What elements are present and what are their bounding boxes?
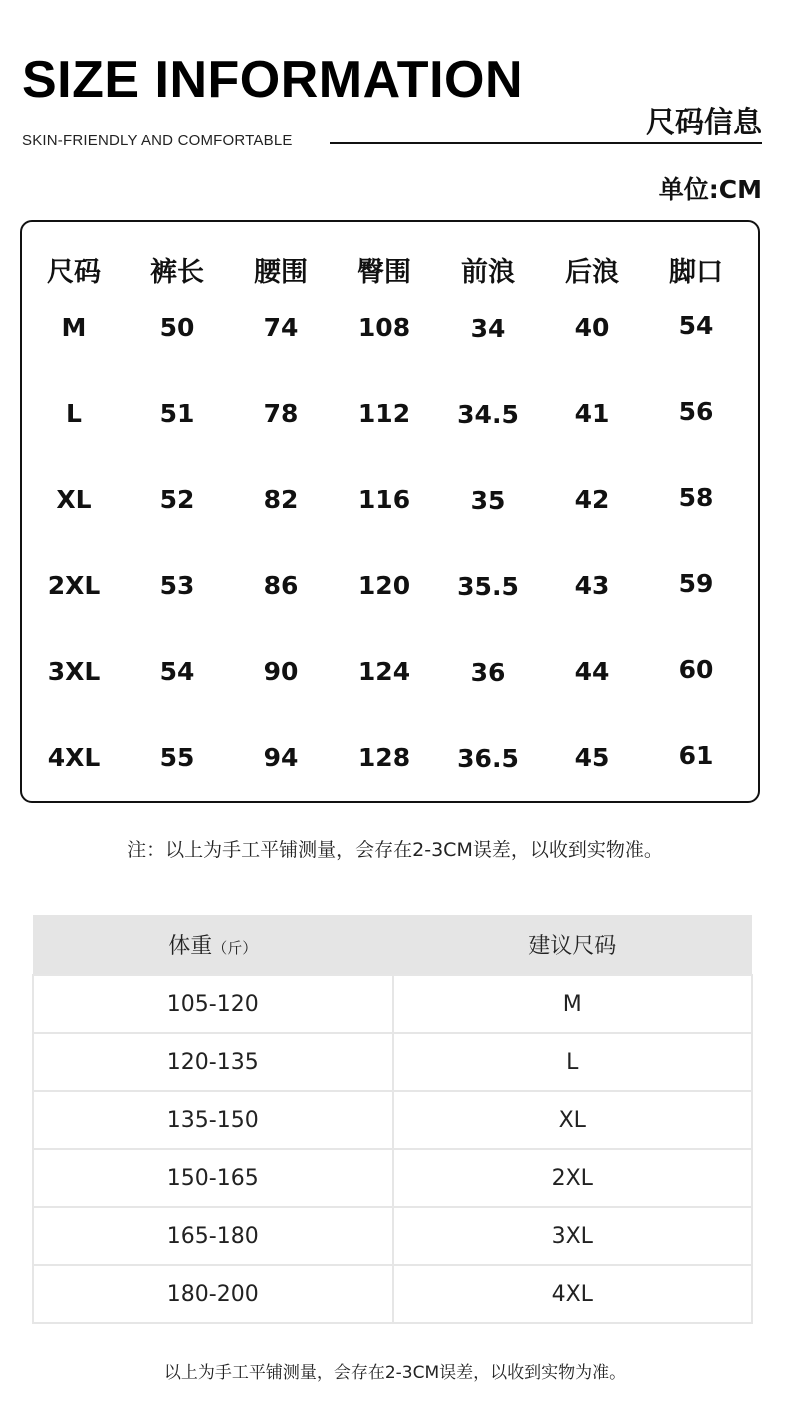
size-cell: XL xyxy=(393,1091,753,1149)
weight-cell: 135-150 xyxy=(33,1091,393,1149)
table-cell: 94 xyxy=(263,743,299,772)
measurement-note: 注：以上为手工平铺测量，会存在2-3CM误差，以收到实物准。 xyxy=(127,839,663,861)
table-cell: 43 xyxy=(574,571,610,600)
weight-unit-label: （斤） xyxy=(212,939,258,957)
table-row xyxy=(33,1033,752,1091)
size-chart xyxy=(20,220,760,803)
weight-column-header xyxy=(33,915,393,975)
table-row xyxy=(33,975,752,1033)
column-header-leg-opening: 脚口 xyxy=(669,257,723,288)
table-cell: 60 xyxy=(678,655,714,684)
table-cell: 120 xyxy=(357,571,411,600)
table-cell: L xyxy=(66,399,82,428)
table-cell: 36.5 xyxy=(457,744,519,773)
weight-cell: 165-180 xyxy=(33,1207,393,1265)
table-cell: 35.5 xyxy=(457,572,519,601)
table-cell: 61 xyxy=(678,741,714,770)
table-cell: 4XL xyxy=(47,743,101,772)
weight-cell: 120-135 xyxy=(33,1033,393,1091)
weight-cell: 105-120 xyxy=(33,975,393,1033)
column-header-length: 裤长 xyxy=(150,257,204,288)
table-cell: 42 xyxy=(574,485,610,514)
table-cell: 58 xyxy=(678,483,714,512)
page-subtitle: SKIN-FRIENDLY AND COMFORTABLE xyxy=(22,132,293,149)
size-cell: M xyxy=(393,975,753,1033)
size-recommendation-table xyxy=(32,915,753,1324)
table-cell: 59 xyxy=(678,569,714,598)
size-cell: L xyxy=(393,1033,753,1091)
table-row xyxy=(33,1149,752,1207)
column-header-waist: 腰围 xyxy=(254,257,308,288)
weight-header-label: 体重 xyxy=(168,934,213,959)
table-cell: 112 xyxy=(357,399,411,428)
table-cell: 51 xyxy=(159,399,195,428)
table-cell: M xyxy=(61,313,87,342)
table-cell: 2XL xyxy=(47,571,101,600)
table-cell: 40 xyxy=(574,313,610,342)
column-header-back-rise: 后浪 xyxy=(565,257,619,288)
table-cell: 44 xyxy=(574,657,610,686)
column-header-size: 尺码 xyxy=(47,257,101,288)
table-cell: 56 xyxy=(678,397,714,426)
table-cell: 116 xyxy=(357,485,411,514)
table-cell: 128 xyxy=(357,743,411,772)
table-cell: 34.5 xyxy=(457,400,519,429)
table-cell: 74 xyxy=(263,313,299,342)
table-cell: 90 xyxy=(263,657,299,686)
table-cell: 35 xyxy=(470,486,506,515)
table-cell: 36 xyxy=(470,658,506,687)
table-cell: 54 xyxy=(159,657,195,686)
table-cell: 86 xyxy=(263,571,299,600)
table-header-row xyxy=(33,915,752,975)
table-cell: 82 xyxy=(263,485,299,514)
table-cell: 3XL xyxy=(47,657,101,686)
table-row xyxy=(33,1207,752,1265)
page-title: SIZE INFORMATION xyxy=(22,51,524,109)
weight-cell: 180-200 xyxy=(33,1265,393,1323)
table-cell: 78 xyxy=(263,399,299,428)
table-cell: 50 xyxy=(159,313,195,342)
size-column-header: 建议尺码 xyxy=(393,915,753,975)
unit-label: 单位:CM xyxy=(658,175,762,204)
table-cell: 52 xyxy=(159,485,195,514)
table-cell: 124 xyxy=(357,657,411,686)
table-cell: XL xyxy=(56,485,92,514)
table-cell: 45 xyxy=(574,743,610,772)
table-cell: 55 xyxy=(159,743,195,772)
table-row xyxy=(33,1265,752,1323)
footer-note: 以上为手工平铺测量，会存在2-3CM误差，以收到实物为准。 xyxy=(163,1363,627,1383)
size-cell: 3XL xyxy=(393,1207,753,1265)
size-cell: 4XL xyxy=(393,1265,753,1323)
table-cell: 53 xyxy=(159,571,195,600)
table-cell: 41 xyxy=(574,399,610,428)
table-row xyxy=(33,1091,752,1149)
column-header-hip: 臀围 xyxy=(357,257,411,288)
table-cell: 34 xyxy=(470,314,506,343)
title-divider xyxy=(330,142,762,144)
table-cell: 54 xyxy=(678,311,714,340)
size-cell: 2XL xyxy=(393,1149,753,1207)
column-header-front-rise: 前浪 xyxy=(461,257,515,288)
page-title-cn: 尺码信息 xyxy=(645,105,762,139)
weight-cell: 150-165 xyxy=(33,1149,393,1207)
table-cell: 108 xyxy=(357,313,411,342)
